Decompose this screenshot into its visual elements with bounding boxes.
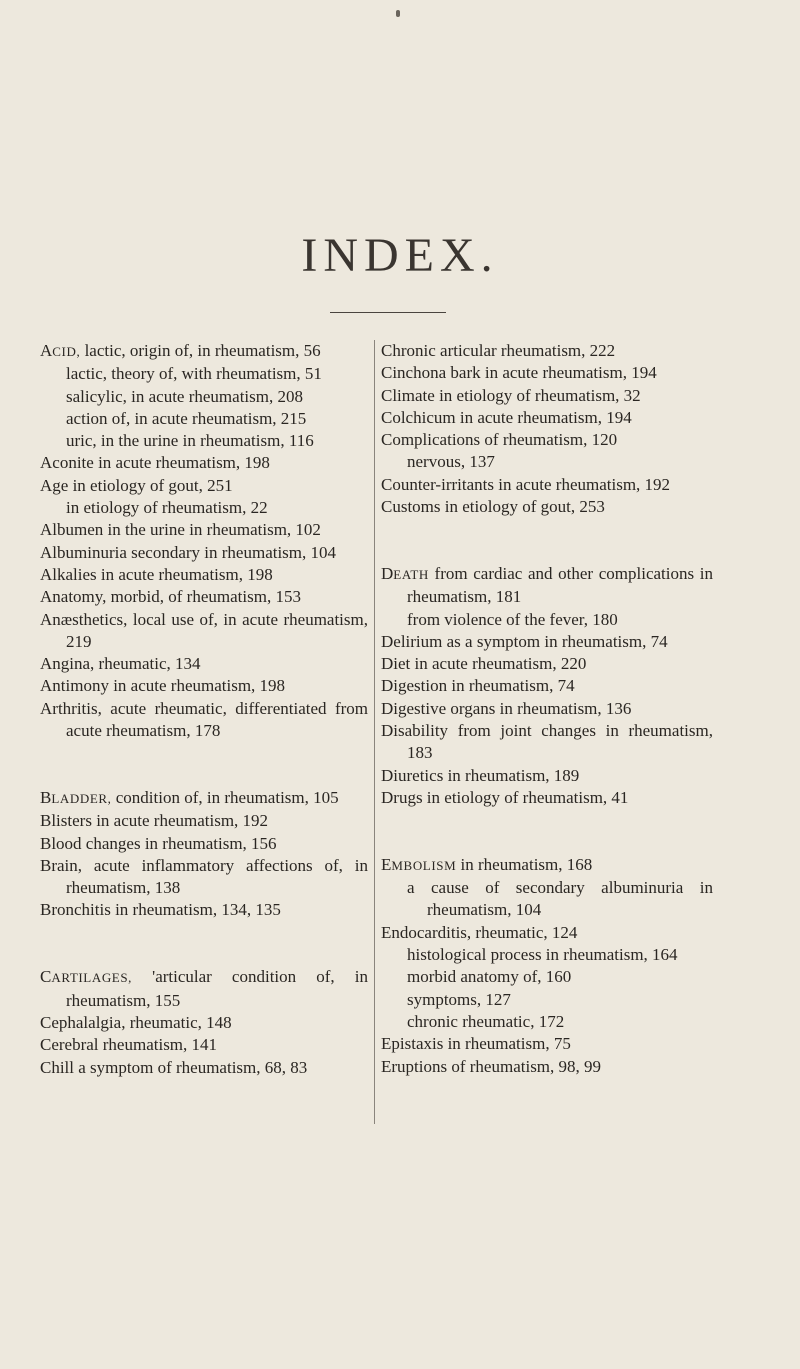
index-entry-text: Counter-irritants in acute rheumatism, 192 — [381, 474, 671, 494]
index-column-right — [381, 340, 713, 1078]
index-entry-text: condition of, in rheumatism, 105 — [111, 787, 339, 807]
index-initial-cap: A — [40, 341, 53, 360]
index-entry — [381, 765, 713, 787]
index-entry — [40, 1034, 368, 1056]
index-entry-text: Diet in acute rheumatism, 220 — [381, 654, 587, 674]
index-subentry — [40, 363, 368, 385]
index-entry-text: Cinchona bark in acute rheumatism, 194 — [381, 363, 657, 383]
index-entry-text: 'articular condition of, in rheumatism, 155 — [66, 967, 368, 1010]
column-divider — [374, 340, 375, 1124]
index-entry-text: Climate in etiology of rheumatism, 32 — [381, 385, 641, 405]
index-entry — [40, 609, 368, 654]
index-entry — [40, 787, 368, 810]
index-entry-text: Disability from joint changes in rheumatism, 183 — [381, 721, 713, 763]
index-entry — [381, 631, 713, 653]
index-entry — [381, 362, 713, 384]
index-entry-text: in rheumatism, 168 — [456, 854, 593, 874]
index-entry-text: action of, in acute rheumatism, 215 — [66, 408, 307, 428]
index-entry-text: Anæsthetics, local use of, in acute rheumatism, 219 — [40, 609, 368, 651]
index-entry-text: Angina, rheumatic, 134 — [40, 654, 201, 674]
index-entry-text: Cerebral rheumatism, 141 — [40, 1035, 218, 1055]
index-entry-text: Age in etiology of gout, 251 — [40, 475, 233, 495]
index-entry — [40, 519, 368, 541]
index-entry-text: Customs in etiology of gout, 253 — [381, 497, 605, 517]
index-entry — [381, 720, 713, 765]
index-letter-group — [40, 787, 368, 922]
index-entry — [381, 1056, 713, 1078]
index-entry-text: Delirium as a symptom in rheumatism, 74 — [381, 631, 668, 651]
page-title: INDEX. — [301, 229, 499, 282]
index-entry — [40, 340, 368, 363]
index-entry — [40, 542, 368, 564]
index-letter-group — [381, 854, 713, 1078]
index-small-caps: ARTILAGES, — [51, 970, 133, 986]
index-initial-cap: D — [381, 563, 394, 583]
index-entry-text: chronic rheumatic, 172 — [407, 1011, 565, 1031]
index-entry-text: in etiology of rheumatism, 22 — [66, 498, 268, 518]
index-entry — [381, 474, 713, 496]
index-subentry — [40, 430, 368, 452]
index-entry — [40, 899, 368, 921]
index-entry — [40, 586, 368, 608]
index-entry — [381, 340, 713, 362]
index-subentry — [381, 944, 713, 966]
index-entry — [40, 452, 368, 474]
index-entry-text: uric, in the urine in rheumatism, 116 — [66, 431, 314, 451]
index-letter-group — [381, 563, 713, 809]
index-small-caps: CID, — [52, 344, 81, 359]
index-entry-text: Digestive organs in rheumatism, 136 — [381, 698, 632, 718]
index-entry-text: Colchicum in acute rheumatism, 194 — [381, 407, 632, 427]
index-entry-text: nervous, 137 — [407, 452, 495, 472]
index-entry — [381, 854, 713, 877]
title-rule — [330, 312, 446, 313]
index-entry-text: Aconite in acute rheumatism, 198 — [40, 453, 270, 473]
index-entry-text: symptoms, 127 — [407, 989, 511, 1009]
index-small-caps: LADDER, — [51, 790, 112, 806]
index-entry — [381, 385, 713, 407]
index-entry-text: Cephalalgia, rheumatic, 148 — [40, 1012, 232, 1032]
index-entry-text: Bronchitis in rheumatism, 134, 135 — [40, 900, 281, 920]
index-small-caps: EATH — [393, 566, 429, 582]
index-entry — [40, 653, 368, 675]
index-letter-group — [40, 340, 368, 742]
index-entry — [40, 675, 368, 697]
index-subentry — [381, 989, 713, 1011]
index-entry-text: Eruptions of rheumatism, 98, 99 — [381, 1056, 602, 1076]
index-entry-text: from cardiac and other complications in rheumatism, 181 — [407, 563, 713, 607]
index-entry — [40, 564, 368, 586]
index-entry-text: morbid anatomy of, 160 — [407, 967, 572, 987]
index-entry-text: Diuretics in rheumatism, 189 — [381, 765, 580, 785]
index-entry-text: salicylic, in acute rheumatism, 208 — [66, 386, 303, 406]
index-entry — [381, 563, 713, 609]
index-entry-text: Complications of rheumatism, 120 — [381, 430, 618, 450]
index-entry — [40, 475, 368, 497]
index-entry-text: from violence of the fever, 180 — [407, 609, 618, 629]
index-entry — [381, 698, 713, 720]
index-entry-text: Blood changes in rheumatism, 156 — [40, 833, 277, 853]
index-subentry — [381, 1011, 713, 1033]
index-entry-text: Brain, acute inflammatory affections of, in rheumatism, 138 — [40, 855, 368, 898]
index-subentry — [381, 966, 713, 988]
index-entry — [40, 810, 368, 832]
index-entry-text: Alkalies in acute rheumatism, 198 — [40, 564, 273, 584]
index-entry — [381, 653, 713, 675]
index-entry — [381, 429, 713, 451]
page-mark — [396, 10, 400, 17]
index-entry-text: lactic, theory of, with rheumatism, 51 — [66, 364, 322, 384]
index-initial-cap: E — [381, 854, 392, 874]
index-subentry — [381, 609, 713, 631]
index-initial-cap: C — [40, 967, 52, 987]
index-entry-text: Blisters in acute rheumatism, 192 — [40, 811, 269, 831]
index-entry-text: Chill a symptom of rheumatism, 68, 83 — [40, 1057, 308, 1077]
index-entry — [40, 966, 368, 1012]
index-entry — [381, 496, 713, 518]
index-subentry — [40, 408, 368, 430]
index-entry-text: histological process in rheumatism, 164 — [407, 945, 678, 965]
index-entry-text: Albuminuria secondary in rheumatism, 104 — [40, 542, 337, 562]
index-entry-text: Epistaxis in rheumatism, 75 — [381, 1034, 571, 1054]
index-entry-text: Drugs in etiology of rheumatism, 41 — [381, 787, 629, 807]
index-entry — [40, 1057, 368, 1079]
index-entry — [381, 407, 713, 429]
index-initial-cap: B — [40, 787, 52, 807]
index-entry-text: lactic, origin of, in rheumatism, 56 — [80, 341, 321, 360]
index-letter-group — [381, 340, 713, 518]
index-entry-text: Digestion in rheumatism, 74 — [381, 676, 575, 696]
index-entry — [40, 855, 368, 900]
index-entry — [381, 675, 713, 697]
index-subentry — [381, 877, 713, 922]
index-letter-group — [40, 966, 368, 1078]
index-subentry — [40, 497, 368, 519]
index-entry — [381, 1033, 713, 1055]
index-entry-text: Chronic articular rheumatism, 222 — [381, 341, 616, 360]
index-subentry — [40, 386, 368, 408]
index-entry-text: Endocarditis, rheumatic, 124 — [381, 922, 578, 942]
index-entry — [40, 833, 368, 855]
index-column-left — [40, 340, 368, 1079]
index-subentry — [381, 451, 713, 473]
index-entry-text: Albumen in the urine in rheumatism, 102 — [40, 520, 321, 540]
index-entry-text: Arthritis, acute rheumatic, differentiated from acute rheumatism, 178 — [40, 698, 368, 741]
index-entry-text: Antimony in acute rheumatism, 198 — [40, 676, 286, 696]
index-entry — [381, 922, 713, 944]
index-entry — [381, 787, 713, 809]
index-entry — [40, 1012, 368, 1034]
index-entry-text: a cause of secondary albuminuria in rheumatism, 104 — [407, 878, 713, 920]
index-small-caps: MBOLISM — [391, 857, 457, 873]
index-entry — [40, 698, 368, 743]
index-entry-text: Anatomy, morbid, of rheumatism, 153 — [40, 587, 301, 607]
